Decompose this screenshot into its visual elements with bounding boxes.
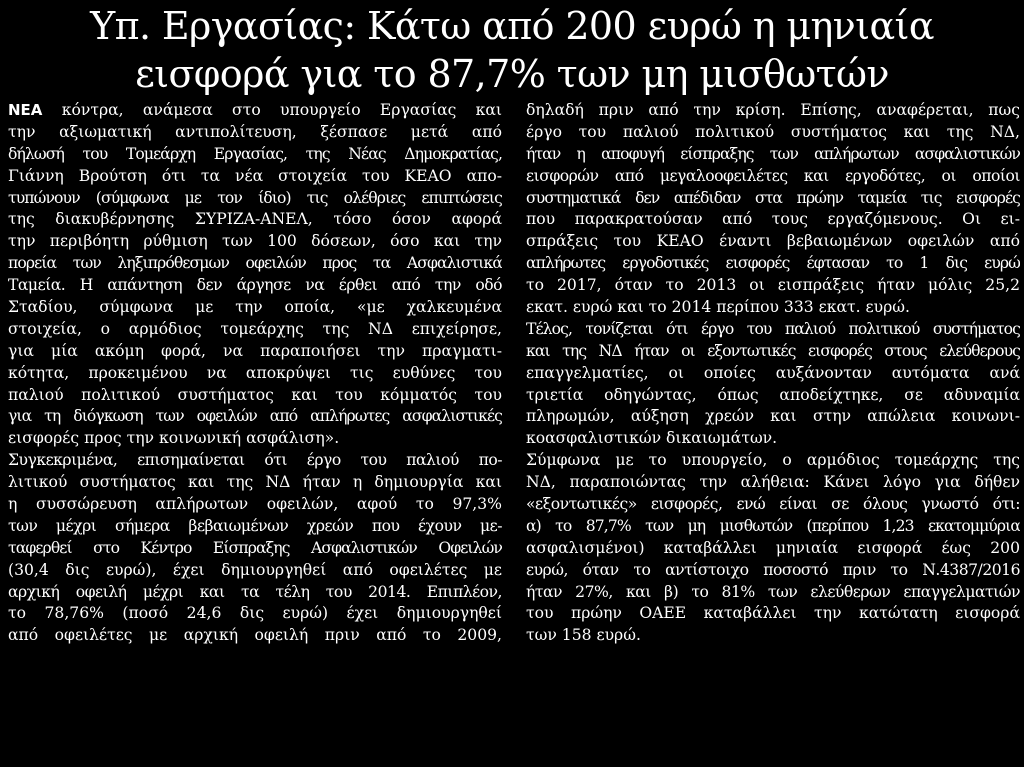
article-line: του πρώην ΟΑΕΕ καταβάλλει την κατώτατη εισφορά bbox=[526, 604, 1020, 623]
article-line: Συγκεκριμένα, επισημαίνεται ότι έργο του παλιού πο- bbox=[8, 451, 502, 470]
article-line: συστηματικά δεν απέδιδαν στα πρώην ταμεία τις εισφορές bbox=[526, 188, 1020, 207]
article-line: πορεία των ληξιπρόθεσμων οφειλών προς τα Ασφαλιστικά bbox=[8, 254, 502, 273]
headline-line-2: εισφορά για το 87,7% των μη μισθωτών bbox=[135, 52, 889, 96]
article-line: για τη διόγκωση των οφειλών από απλήρωτες ασφαλιστικές bbox=[8, 407, 502, 426]
article-line: που παρακρατούσαν από τους εργαζόμενους. Οι ει- bbox=[526, 210, 1020, 229]
article-line: λιτικού συστήματος και της ΝΔ ήταν η δημιουργία και bbox=[8, 473, 502, 492]
article-line: δήλωσή του Τομεάρχη Εργασίας, της Νέας Δημοκρατίας, bbox=[8, 144, 502, 163]
article-line: παλιού πολιτικού συστήματος και του κόμματός του bbox=[8, 385, 502, 404]
article-line: εκατ. ευρώ και το 2014 περίπου 333 εκατ. ευρώ. bbox=[526, 298, 910, 317]
article-line: αρχική οφειλή μέχρι και τα τέλη του 2014. Επιπλέον, bbox=[8, 582, 502, 601]
article-line: τυπώνουν (σύμφωνα με τον ίδιο) τις ολέθριες επιπτώσεις bbox=[8, 188, 502, 207]
article-line: το 78,76% (ποσό 24,6 δις ευρώ) έχει δημιουργηθεί bbox=[8, 604, 502, 623]
article-line: για μία ακόμη φορά, να παραποιήσει την πραγματι- bbox=[8, 341, 502, 360]
article-line: «εξοντωτικές» εισφορές, ενώ είναι σε όλους γνωστό ότι: bbox=[526, 495, 1020, 514]
article-line-text: κόντρα, ανάμεσα στο υπουργείο Εργασίας και bbox=[61, 101, 502, 119]
article-line bbox=[8, 100, 502, 122]
lead-word: ΝΕΑ bbox=[8, 101, 43, 119]
article-line: Σύμφωνα με το υπουργείο, ο αρμόδιος τομεάρχης της bbox=[526, 451, 1020, 470]
article-line: ευρώ, όταν το αντίστοιχο ποσοστό πριν το Ν.4387/2016 bbox=[526, 560, 1020, 579]
article-line: και της ΝΔ ήταν οι εξοντωτικές εισφορές στους ελεύθερους bbox=[526, 341, 1020, 360]
article-line: από οφειλέτες με αρχική οφειλή πριν από το 2009, bbox=[8, 626, 502, 645]
article-line: το 2017, όταν το 2013 οι εισπράξεις ήταν μόλις 25,2 bbox=[526, 276, 1020, 295]
article-line: ΝΔ, παραποιώντας την αλήθεια: Κάνει λόγο για δήθεν bbox=[526, 473, 1020, 492]
article-line: (30,4 δις ευρώ), έχει δημιουργηθεί από οφειλέτες με bbox=[8, 560, 502, 579]
article-line: επαγγελματίες, οι οποίες αυξάνονταν αυτόματα ανά bbox=[526, 363, 1020, 382]
article-line: ήταν η αποφυγή είσπραξης των απλήρωτων ασφαλιστικών bbox=[526, 144, 1020, 163]
article-right-column bbox=[526, 100, 1020, 647]
article-line: την αξιωματική αντιπολίτευση, ξέσπασε μετά από bbox=[8, 122, 502, 141]
article-line: κότητα, προκειμένου να αποκρύψει τις ευθύνες του bbox=[8, 363, 502, 382]
article-line: εισφορών από μεγαλοοφειλέτες και εργοδότες, οι οποίοι bbox=[526, 166, 1020, 185]
article-line: των 158 ευρώ. bbox=[526, 626, 641, 645]
article-line: α) το 87,7% των μη μισθωτών (περίπου 1,23 εκατομμύρια bbox=[526, 516, 1020, 535]
article-line: πληρωμών, αύξηση χρεών και στην απώλεια κοινωνι- bbox=[526, 407, 1020, 426]
article-line: την περιβόητη ρύθμιση των 100 δόσεων, όσο και την bbox=[8, 232, 502, 251]
article-line: τριετία οδηγώντας, όπως αποδείχτηκε, σε αδυναμία bbox=[526, 385, 1020, 404]
article-line: ταφερθεί στο Κέντρο Είσπραξης Ασφαλιστικών Οφειλών bbox=[8, 538, 502, 557]
article-line: της διακυβέρνησης ΣΥΡΙΖΑ-ΑΝΕΛ, τόσο όσον αφορά bbox=[8, 210, 502, 229]
article-line: Ταμεία. Η απάντηση δεν άργησε να έρθει από την οδό bbox=[8, 276, 502, 295]
article-line: εισφορές προς την κοινωνική ασφάλιση». bbox=[8, 429, 340, 448]
article-line: ήταν 27%, και β) το 81% των ελεύθερων επαγγελματιών bbox=[526, 582, 1020, 601]
article-line: απλήρωτες εργοδοτικές εισφορές έφτασαν το 1 δις ευρώ bbox=[526, 254, 1020, 273]
article-line: η συσσώρευση απλήρωτων οφειλών, αφού το 97,3% bbox=[8, 495, 502, 514]
article-line: δηλαδή πριν από την κρίση. Επίσης, αναφέρεται, πως bbox=[526, 101, 1020, 119]
article-line: ασφαλισμένοι) καταβάλλει μηνιαία εισφορά έως 200 bbox=[526, 538, 1020, 557]
article-line: σπράξεις του ΚΕΑΟ έναντι βεβαιωμένων οφειλών από bbox=[526, 232, 1020, 251]
article-line: των μέχρι σήμερα βεβαιωμένων χρεών που έχουν με- bbox=[8, 516, 502, 535]
article-line: στοιχεία, ο αρμόδιος τομεάρχης της ΝΔ επιχείρησε, bbox=[8, 319, 502, 338]
headline-line-1: Υπ. Εργασίας: Κάτω από 200 ευρώ η μηνιαία bbox=[90, 4, 934, 48]
article-line: έργο του παλιού πολιτικού συστήματος και της ΝΔ, bbox=[526, 122, 1020, 141]
article-line: κοασφαλιστικών δικαιωμάτων. bbox=[526, 429, 778, 448]
article-line: Τέλος, τονίζεται ότι έργο του παλιού πολιτικού συστήματος bbox=[526, 319, 1020, 338]
article-line: Σταδίου, σύμφωνα με την οποία, «με χαλκευμένα bbox=[8, 298, 502, 317]
article-left-column bbox=[8, 100, 502, 647]
article-line: Γιάννη Βρούτση ότι τα νέα στοιχεία του ΚΕΑΟ απο- bbox=[8, 166, 502, 185]
